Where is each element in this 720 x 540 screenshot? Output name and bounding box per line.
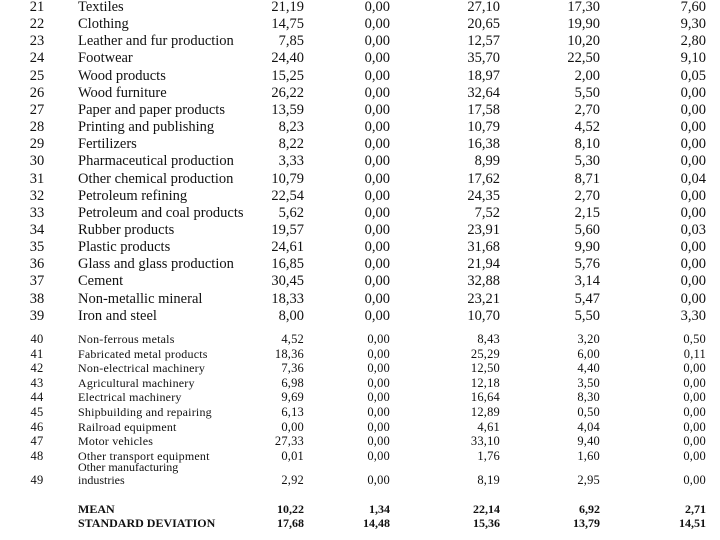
value-cell-v2: 0,00: [367, 434, 390, 449]
value-cell-v1: 24,40: [271, 50, 304, 67]
row-number: 21: [29, 0, 45, 15]
value-cell-v4: 19,90: [567, 16, 600, 33]
row-number: 39: [29, 307, 45, 324]
value-cell-v1: 8,22: [278, 136, 304, 153]
value-cell-v5: 0,00: [680, 273, 706, 290]
value-cell-v3: 16,38: [467, 136, 500, 153]
value-cell-v5: 0,00: [680, 239, 706, 256]
row-number: 49: [30, 473, 44, 487]
table-row: [0, 136, 720, 153]
value-cell-v4: 4,40: [577, 361, 600, 376]
table-row: [0, 205, 720, 222]
row-number: 36: [29, 256, 45, 273]
value-cell-v3: 21,94: [467, 256, 500, 273]
industry-name: Wood products: [78, 67, 166, 84]
value-cell-v3: 16,64: [470, 390, 500, 405]
value-cell-v3: 25,29: [470, 346, 500, 361]
value-cell-v2: 0,00: [367, 473, 390, 487]
row-number: 46: [30, 419, 44, 434]
value-cell-v3: 31,68: [467, 239, 500, 256]
value-cell-v4: 8,71: [574, 170, 600, 187]
value-cell-v1: 7,85: [278, 33, 304, 50]
value-cell-v4: 9,90: [574, 239, 600, 256]
value-cell-v4: 10,20: [567, 33, 600, 50]
value-cell-v2: 0,00: [364, 33, 390, 50]
value-cell-v5: 0,00: [683, 361, 706, 376]
value-cell-v3: 23,21: [467, 290, 500, 307]
value-cell-v4: 3,20: [577, 332, 600, 346]
value-cell-v3: 17,58: [467, 101, 500, 118]
row-number: 42: [30, 361, 44, 376]
row-number: 32: [29, 187, 45, 204]
value-cell-v2: 0,00: [364, 84, 390, 101]
table-row: [0, 16, 720, 33]
value-cell-v2: 0,00: [364, 239, 390, 256]
value-cell-v1: 6,98: [281, 375, 304, 390]
table-row: [0, 273, 720, 290]
value-cell-v5: 0,05: [680, 67, 706, 84]
table-row: [0, 188, 720, 205]
row-number: 35: [29, 239, 45, 256]
value-cell-v5: 3,30: [680, 307, 706, 324]
row-number: 33: [29, 204, 45, 221]
industry-name: Rubber products: [78, 221, 175, 238]
row-number: 23: [29, 33, 45, 50]
value-cell-v3: 12,18: [470, 375, 500, 390]
value-cell-v2: 0,00: [367, 375, 390, 390]
value-cell-v4: 3,50: [577, 375, 600, 390]
value-cell-v4: 1,60: [577, 448, 600, 463]
row-number: 45: [30, 405, 44, 419]
value-cell-v1: 0,00: [281, 419, 304, 434]
value-cell-v5: 0,00: [683, 473, 706, 487]
industry-name: industries: [78, 473, 125, 487]
value-cell-v1: 0,01: [281, 448, 304, 463]
value-cell-v4: 8,10: [574, 136, 600, 153]
value-cell-v1: 19,57: [271, 221, 304, 238]
row-number: 47: [30, 434, 44, 449]
summary-value-v5: 14,51: [679, 516, 706, 530]
industry-name: Other transport equipment: [78, 448, 210, 463]
value-cell-v2: 0,00: [367, 448, 390, 463]
value-cell-v1: 30,45: [271, 273, 304, 290]
table-row: [0, 102, 720, 119]
value-cell-v1: 10,79: [271, 170, 304, 187]
row-number: 30: [29, 153, 45, 170]
row-number: 38: [29, 290, 45, 307]
table-row: [0, 291, 720, 308]
value-cell-v4: 0,50: [577, 405, 600, 419]
value-cell-v4: 2,70: [574, 187, 600, 204]
value-cell-v3: 35,70: [467, 50, 500, 67]
industry-name: Non-electrical machinery: [78, 361, 206, 376]
value-cell-v5: 7,60: [680, 0, 706, 15]
value-cell-v5: 0,00: [680, 153, 706, 170]
value-cell-v1: 15,25: [271, 67, 304, 84]
row-number: 31: [29, 170, 45, 187]
value-cell-v2: 0,00: [364, 307, 390, 324]
value-cell-v1: 14,75: [271, 16, 304, 33]
value-cell-v5: 9,30: [680, 16, 706, 33]
value-cell-v2: 0,00: [364, 50, 390, 67]
value-cell-v4: 2,95: [577, 473, 600, 487]
value-cell-v3: 20,65: [467, 16, 500, 33]
value-cell-v2: 0,00: [367, 390, 390, 405]
industry-name: Electrical machinery: [78, 390, 182, 405]
value-cell-v1: 21,19: [271, 0, 304, 15]
industry-name: Textiles: [78, 0, 124, 15]
value-cell-v4: 9,40: [577, 434, 600, 449]
value-cell-v4: 4,04: [577, 419, 600, 434]
row-number: 43: [30, 375, 44, 390]
value-cell-v3: 8,19: [477, 473, 500, 487]
value-cell-v2: 0,00: [364, 273, 390, 290]
value-cell-v4: 5,50: [574, 84, 600, 101]
summary-value-v2: 14,48: [363, 516, 390, 530]
value-cell-v5: 2,80: [680, 33, 706, 50]
industry-name: Motor vehicles: [78, 434, 154, 449]
row-number: 34: [29, 221, 45, 238]
value-cell-v3: 24,35: [467, 187, 500, 204]
value-cell-v3: 23,91: [467, 221, 500, 238]
industry-name: Fabricated metal products: [78, 346, 208, 361]
value-cell-v1: 3,33: [278, 153, 304, 170]
table-row: [0, 85, 720, 102]
value-cell-v5: 0,00: [683, 390, 706, 405]
value-cell-v3: 12,50: [470, 361, 500, 376]
value-cell-v3: 8,43: [477, 332, 500, 346]
value-cell-v4: 2,15: [574, 204, 600, 221]
table-row: [0, 153, 720, 170]
table-row: [0, 461, 720, 491]
industry-name: Petroleum refining: [78, 187, 188, 204]
value-cell-v4: 2,70: [574, 101, 600, 118]
row-number: 24: [29, 50, 45, 67]
value-cell-v3: 33,10: [470, 434, 500, 449]
value-cell-v4: 5,50: [574, 307, 600, 324]
value-cell-v5: 0,00: [683, 448, 706, 463]
table-row: [0, 68, 720, 85]
value-cell-v5: 0,04: [680, 170, 706, 187]
value-cell-v2: 0,00: [364, 204, 390, 221]
industry-name: Paper and paper products: [78, 101, 225, 118]
value-cell-v1: 24,61: [271, 239, 304, 256]
value-cell-v5: 0,03: [680, 221, 706, 238]
value-cell-v2: 0,00: [364, 170, 390, 187]
value-cell-v4: 5,60: [574, 221, 600, 238]
row-number: 28: [29, 119, 45, 136]
value-cell-v3: 10,79: [467, 119, 500, 136]
industry-name: Non-ferrous metals: [78, 332, 175, 346]
value-cell-v2: 0,00: [364, 153, 390, 170]
value-cell-v5: 0,00: [683, 419, 706, 434]
value-cell-v2: 0,00: [364, 290, 390, 307]
industry-name: Plastic products: [78, 239, 171, 256]
row-number: 44: [30, 390, 44, 405]
value-cell-v1: 27,33: [274, 434, 304, 449]
value-cell-v1: 22,54: [271, 187, 304, 204]
summary-row: [0, 516, 720, 533]
industry-name: Other manufacturing: [78, 460, 179, 474]
value-cell-v3: 32,88: [467, 273, 500, 290]
value-cell-v2: 0,00: [364, 0, 390, 15]
value-cell-v3: 12,57: [467, 33, 500, 50]
value-cell-v4: 17,30: [567, 0, 600, 15]
summary-value-v4: 13,79: [573, 516, 600, 530]
table-row: [0, 119, 720, 136]
value-cell-v1: 8,23: [278, 119, 304, 136]
industry-name: Iron and steel: [78, 307, 157, 324]
value-cell-v3: 17,62: [467, 170, 500, 187]
summary-value-v1: 17,68: [277, 516, 304, 530]
row-number: 40: [30, 332, 44, 346]
value-cell-v1: 16,85: [271, 256, 304, 273]
value-cell-v5: 0,11: [683, 346, 706, 361]
industry-name: Leather and fur production: [78, 33, 234, 50]
value-cell-v1: 26,22: [271, 84, 304, 101]
summary-label: STANDARD DEVIATION: [78, 516, 216, 530]
table-row: [0, 171, 720, 188]
value-cell-v3: 10,70: [467, 307, 500, 324]
value-cell-v3: 32,64: [467, 84, 500, 101]
row-number: 27: [29, 101, 45, 118]
table-row: [0, 256, 720, 273]
value-cell-v5: 0,00: [680, 119, 706, 136]
value-cell-v2: 0,00: [364, 221, 390, 238]
row-number: 48: [30, 448, 44, 463]
industry-name: Non-metallic mineral: [78, 290, 203, 307]
value-cell-v5: 0,50: [683, 332, 706, 346]
value-cell-v4: 4,52: [574, 119, 600, 136]
value-cell-v2: 0,00: [364, 136, 390, 153]
summary-value-v2: 1,34: [369, 502, 390, 516]
row-number: 25: [29, 67, 45, 84]
row-number: 22: [29, 16, 45, 33]
table-row: [0, 0, 720, 16]
value-cell-v3: 4,61: [477, 419, 500, 434]
table-row: [0, 33, 720, 50]
value-cell-v5: 9,10: [680, 50, 706, 67]
summary-value-v4: 6,92: [579, 502, 600, 516]
value-cell-v5: 0,00: [680, 136, 706, 153]
industry-name: Fertilizers: [78, 136, 137, 153]
industry-name: Glass and glass production: [78, 256, 234, 273]
industry-name: Printing and publishing: [78, 119, 215, 136]
value-cell-v5: 0,00: [680, 256, 706, 273]
value-cell-v3: 12,89: [470, 405, 500, 419]
summary-value-v1: 10,22: [277, 502, 304, 516]
industry-name: Pharmaceutical production: [78, 153, 234, 170]
summary-label: MEAN: [78, 502, 115, 516]
value-cell-v2: 0,00: [364, 119, 390, 136]
value-cell-v5: 0,00: [680, 187, 706, 204]
industry-name: Petroleum and coal products: [78, 204, 244, 221]
industry-name: Clothing: [78, 16, 129, 33]
value-cell-v4: 2,00: [574, 67, 600, 84]
value-cell-v2: 0,00: [364, 256, 390, 273]
table-row: [0, 308, 720, 325]
value-cell-v4: 5,76: [574, 256, 600, 273]
value-cell-v5: 0,00: [680, 101, 706, 118]
value-cell-v2: 0,00: [367, 405, 390, 419]
value-cell-v3: 8,99: [474, 153, 500, 170]
value-cell-v1: 2,92: [281, 473, 304, 487]
value-cell-v3: 1,76: [477, 448, 500, 463]
summary-value-v3: 22,14: [473, 502, 500, 516]
industry-name: Other chemical production: [78, 170, 234, 187]
value-cell-v1: 6,13: [281, 405, 304, 419]
value-cell-v5: 0,00: [680, 290, 706, 307]
value-cell-v2: 0,00: [364, 187, 390, 204]
value-cell-v4: 3,14: [574, 273, 600, 290]
industry-name: Cement: [78, 273, 124, 290]
table-row: [0, 50, 720, 67]
row-number: 37: [29, 273, 45, 290]
value-cell-v2: 0,00: [367, 346, 390, 361]
summary-value-v5: 2,71: [685, 502, 706, 516]
value-cell-v4: 8,30: [577, 390, 600, 405]
value-cell-v1: 9,69: [281, 390, 304, 405]
summary-value-v3: 15,36: [473, 516, 500, 530]
industry-name: Footwear: [78, 50, 133, 67]
value-cell-v3: 18,97: [467, 67, 500, 84]
value-cell-v1: 4,52: [281, 332, 304, 346]
industry-name: Shipbuilding and repairing: [78, 405, 212, 419]
value-cell-v2: 0,00: [364, 101, 390, 118]
value-cell-v5: 0,00: [683, 405, 706, 419]
value-cell-v4: 6,00: [577, 346, 600, 361]
value-cell-v5: 0,00: [683, 375, 706, 390]
value-cell-v1: 7,36: [281, 361, 304, 376]
value-cell-v1: 13,59: [271, 101, 304, 118]
value-cell-v2: 0,00: [367, 419, 390, 434]
value-cell-v1: 8,00: [278, 307, 304, 324]
value-cell-v1: 18,33: [271, 290, 304, 307]
value-cell-v4: 22,50: [567, 50, 600, 67]
row-number: 29: [29, 136, 45, 153]
row-number: 41: [30, 346, 44, 361]
value-cell-v3: 7,52: [474, 204, 500, 221]
value-cell-v4: 5,47: [574, 290, 600, 307]
value-cell-v2: 0,00: [367, 361, 390, 376]
value-cell-v2: 0,00: [364, 67, 390, 84]
industry-name: Wood furniture: [78, 84, 167, 101]
industry-name: Agricultural machinery: [78, 375, 195, 390]
value-cell-v1: 5,62: [278, 204, 304, 221]
value-cell-v5: 0,00: [683, 434, 706, 449]
value-cell-v2: 0,00: [367, 332, 390, 346]
value-cell-v5: 0,00: [680, 204, 706, 221]
industry-name: Railroad equipment: [78, 419, 177, 434]
value-cell-v4: 5,30: [574, 153, 600, 170]
value-cell-v1: 18,36: [274, 346, 304, 361]
value-cell-v3: 27,10: [467, 0, 500, 15]
table-row: [0, 222, 720, 239]
table-row: [0, 239, 720, 256]
row-number: 26: [29, 84, 45, 101]
value-cell-v2: 0,00: [364, 16, 390, 33]
value-cell-v5: 0,00: [680, 84, 706, 101]
